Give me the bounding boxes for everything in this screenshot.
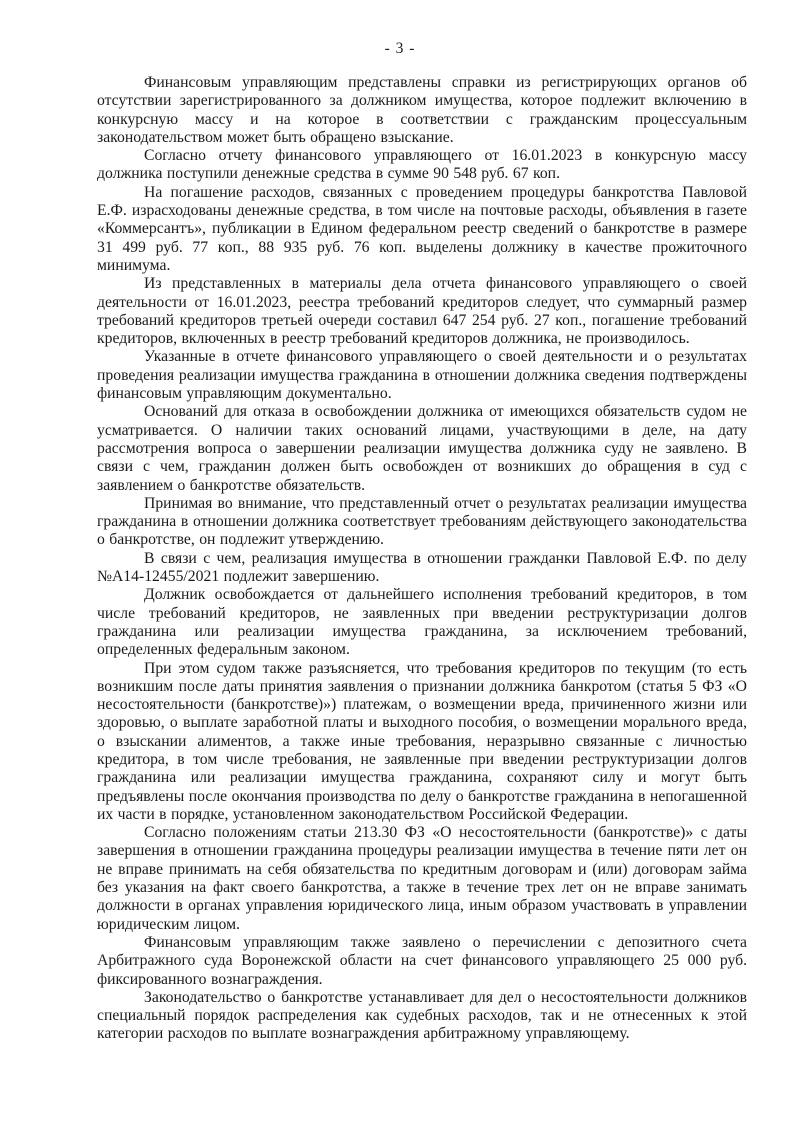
paragraph: Из представленных в материалы дела отчета финансового управляющего о своей деятельности от 16.01.2023, реестра требований кредиторов следует, что суммарный размер требований кредиторов третьей очереди составил 647 254 руб. 27 коп., погашение требований кредиторов, включенных в реестр требований кредиторов должника, не производилось. xyxy=(97,275,747,348)
paragraph: Финансовым управляющим представлены справки из регистрирующих органов об отсутствии зарегистрированного за должником имущества, которое подлежит включению в конкурсную массу и на которое в соответствии с гражданским процессуальным законодательством может быть обращено взыскание. xyxy=(97,74,747,146)
paragraph: Согласно отчету финансового управляющего от 16.01.2023 в конкурсную массу должника поступили денежные средства в сумме 90 548 руб. 67 коп. xyxy=(97,147,747,183)
paragraph: На погашение расходов, связанных с проведением процедуры банкротства Павловой Е.Ф. израсходованы денежные средства, в том числе на почтовые расходы, объявления в газете «Коммерсантъ», публикации в Едином федеральном реестр сведений о банкротстве в размере 31 499 руб. 77 коп., 88 935 руб. 76 коп. выделены должнику в качестве прожиточного минимума. xyxy=(97,183,747,274)
paragraph: Согласно положениям статьи 213.30 ФЗ «О несостоятельности (банкротстве)» с даты завершения в отношении гражданина процедуры реализации имущества в течение пяти лет он не вправе принимать на себя обязательства по кредитным договорам и (или) договорам займа без указания на факт своего банкротства, а также в течение трех лет он не вправе занимать должности в органах управления юридического лица, иным образом участвовать в управлении юридическим лицом. xyxy=(97,824,747,933)
paragraph: Законодательство о банкротстве устанавливает для дел о несостоятельности должников специальный порядок распределения как судебных расходов, так и не отнесенных к этой категории расходов по выплате вознаграждения арбитражному управляющему. xyxy=(97,988,747,1043)
document-body xyxy=(97,74,747,1044)
paragraph: Финансовым управляющим также заявлено о перечислении с депозитного счета Арбитражного суда Воронежской области на счет финансового управляющего 25 000 руб. фиксированного вознаграждения. xyxy=(97,933,747,988)
paragraph: Указанные в отчете финансового управляющего о своей деятельности и о результатах проведения реализации имущества гражданина в отношении должника сведения подтверждены финансовым управляющим документально. xyxy=(97,348,747,403)
paragraph: Должник освобождается от дальнейшего исполнения требований кредиторов, в том числе требований кредиторов, не заявленных при введении реструктуризации долгов гражданина или реализации имущества гражданина, за исключением требований, определенных федеральным законом. xyxy=(97,586,747,659)
paragraph: В связи с чем, реализация имущества в отношении гражданки Павловой Е.Ф. по делу №А14-12455/2021 подлежит завершению. xyxy=(97,549,747,586)
page-number: - 3 - xyxy=(384,40,416,57)
paragraph: Принимая во внимание, что представленный отчет о результатах реализации имущества гражданина в отношении должника соответствует требованиям действующего законодательства о банкротстве, он подлежит утверждению. xyxy=(97,494,747,549)
paragraph: При этом судом также разъясняется, что требования кредиторов по текущим (то есть возникшим после даты принятия заявления о признании должника банкротом (статья 5 ФЗ «О несостоятельности (банкротстве)») платежам, о возмещении вреда, причиненного жизни или здоровью, о выплате заработной платы и выходного пособия, о возмещении морального вреда, о взыскании алиментов, а также иные требования, неразрывно связанные с личностью кредитора, в том числе требования, не заявленные при введении реструктуризации долгов гражданина или реализации имущества гражданина, сохраняют силу и могут быть предъявлены после окончания производства по делу о банкротстве гражданина в непогашенной их части в порядке, установленном законодательством Российской Федерации. xyxy=(97,659,747,823)
paragraph: Оснований для отказа в освобождении должника от имеющихся обязательств судом не усматривается. О наличии таких оснований лицами, участвующими в деле, на дату рассмотрения вопроса о завершении реализации имущества должника суду не заявлено. В связи с чем, гражданин должен быть освобожден от возникших до обращения в суд с заявлением о банкротстве обязательств. xyxy=(97,403,747,494)
